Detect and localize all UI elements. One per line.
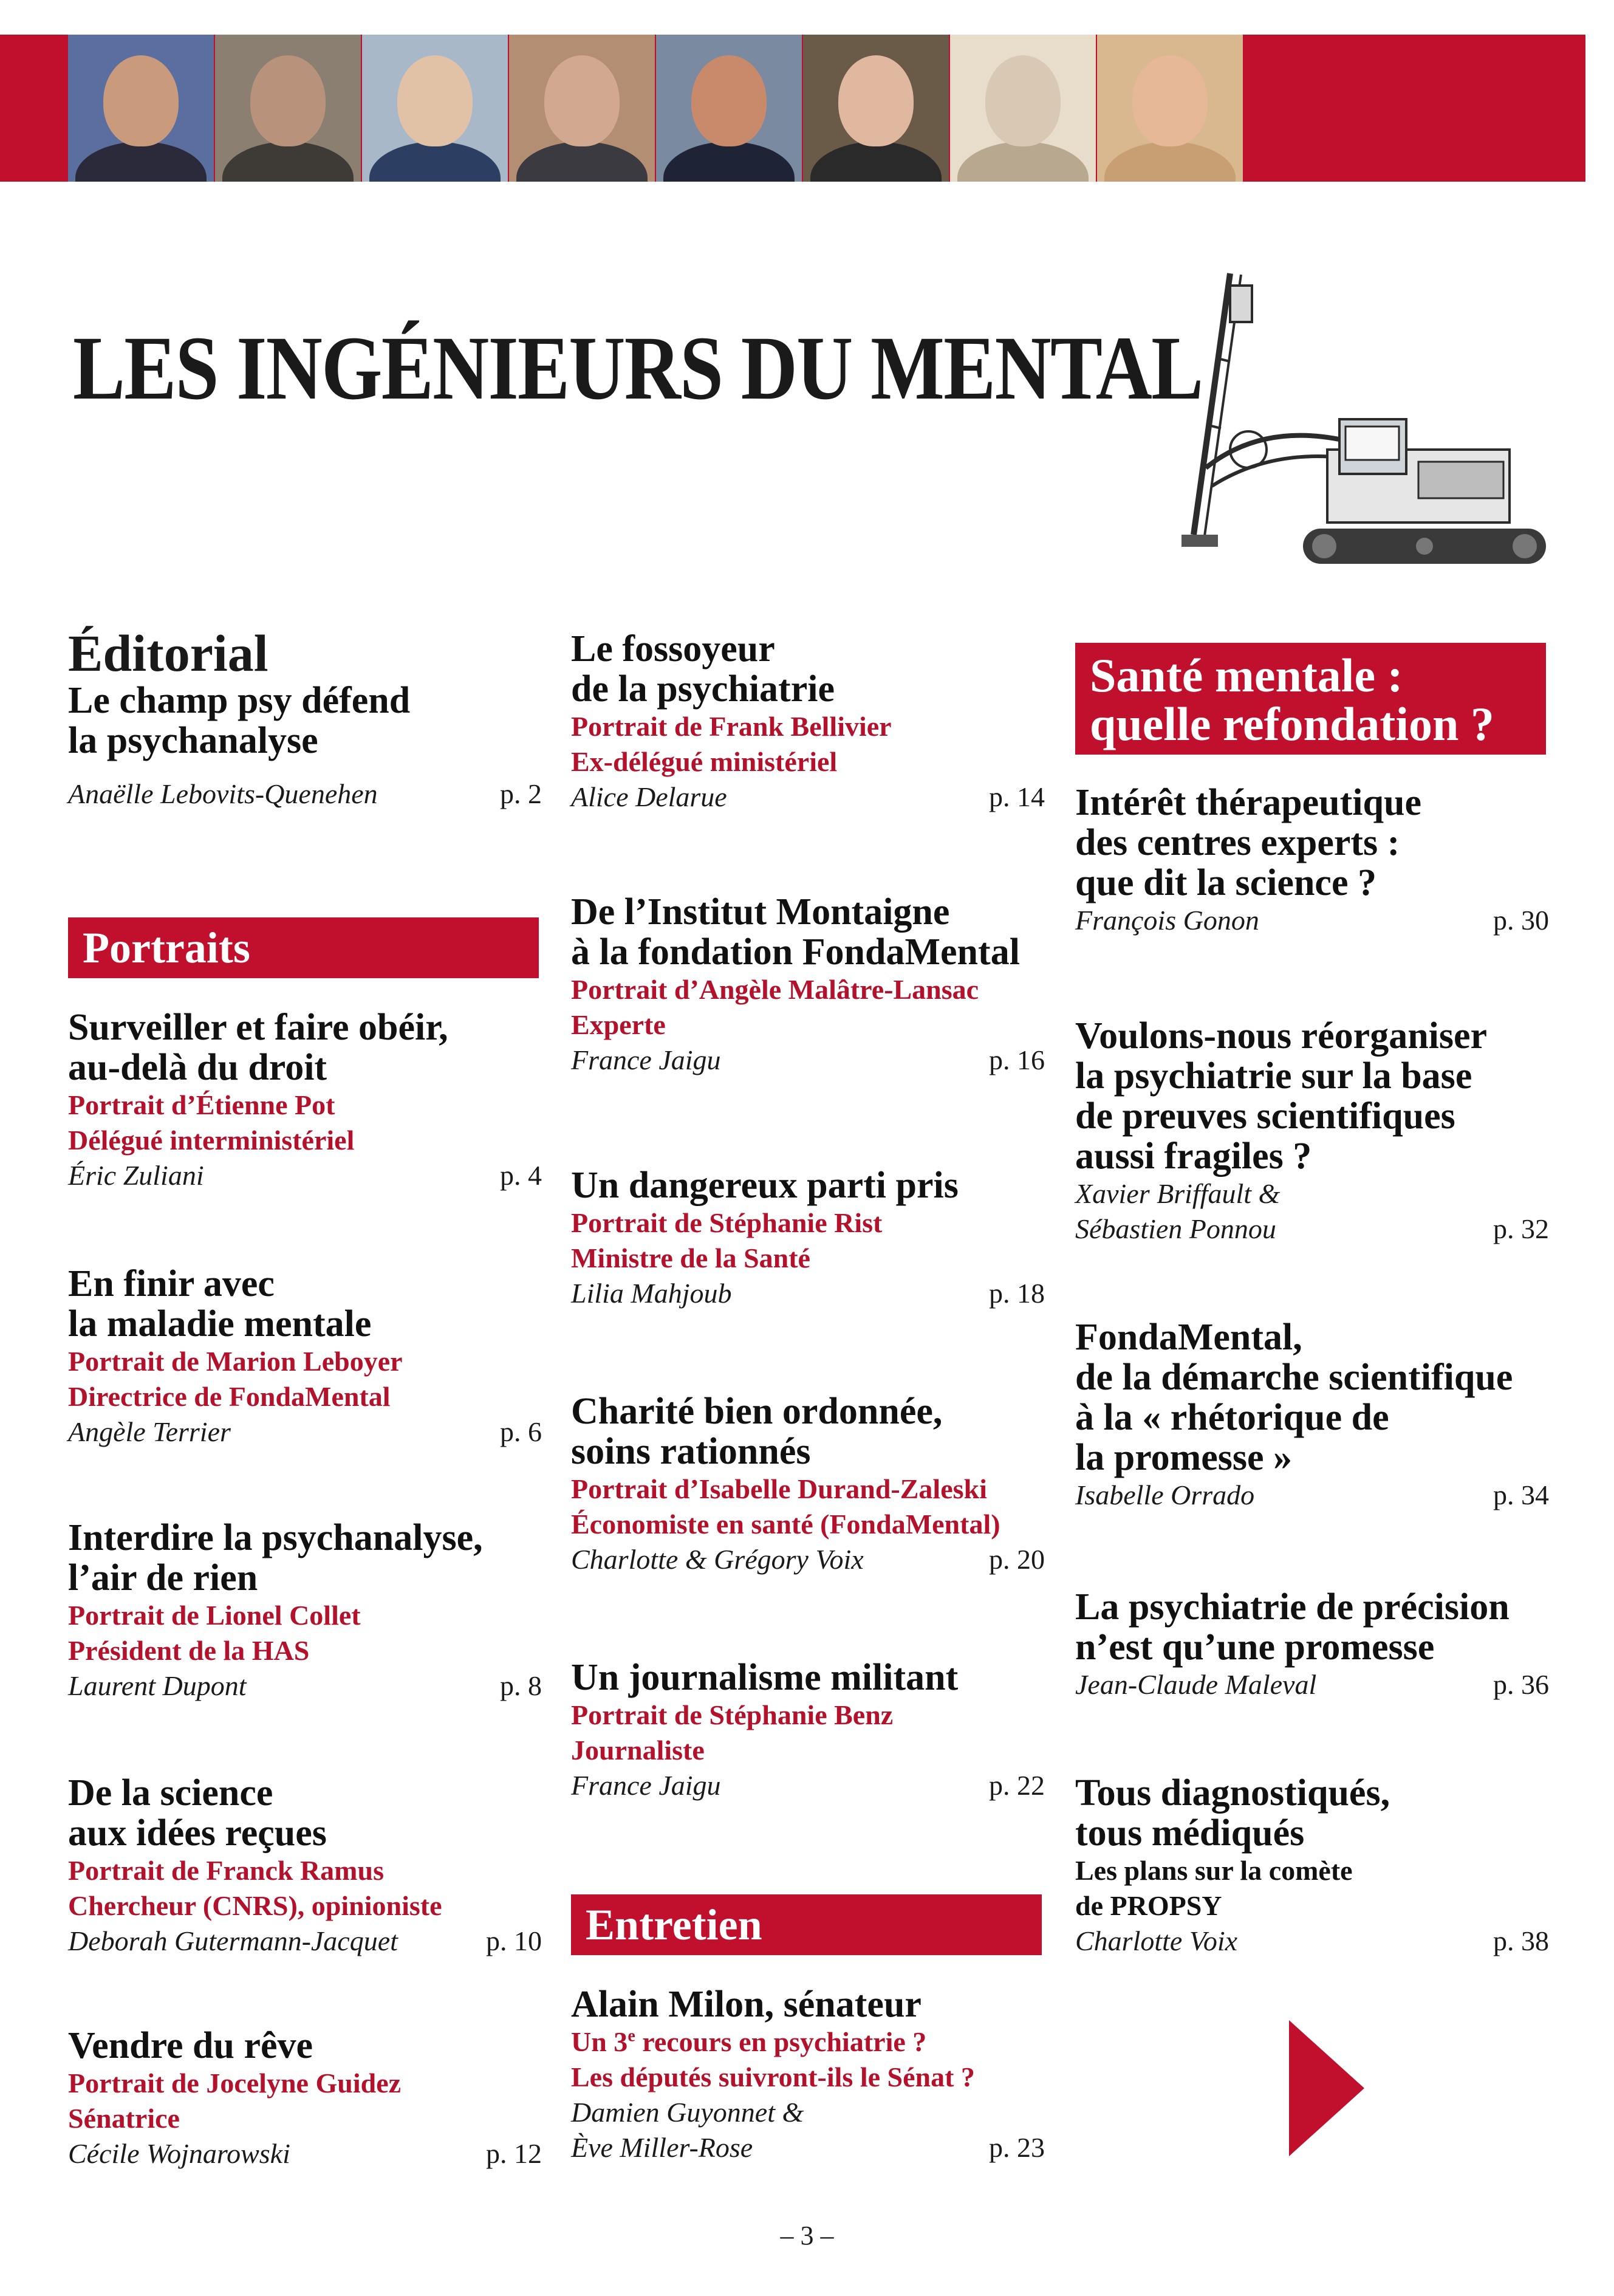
entry-title: la psychanalyse xyxy=(68,720,318,761)
entry-title: des centres experts : xyxy=(1075,822,1400,863)
entry-title: la promesse » xyxy=(1075,1437,1293,1478)
toc-entry[interactable] xyxy=(1075,783,1549,938)
toc-entry[interactable] xyxy=(68,1007,542,1193)
section-sante-mentale xyxy=(1075,643,1546,755)
section-entretien: Entretien xyxy=(571,1894,1042,1955)
entry-meta xyxy=(1075,903,1549,938)
toc-entry[interactable] xyxy=(571,1657,1045,1803)
entry-title: n’est qu’une promesse xyxy=(1075,1626,1435,1668)
section-label: quelle refondation ? xyxy=(1090,697,1494,750)
entry-page: p. 8 xyxy=(500,1670,542,1701)
entry-meta xyxy=(571,1768,1045,1803)
entry-title: Charité bien ordonnée, xyxy=(571,1391,943,1432)
toc-entry[interactable] xyxy=(68,2026,542,2171)
entry-author: Angèle Terrier xyxy=(68,1416,231,1447)
entry-subtitle: Portrait de Stéphanie Rist xyxy=(571,1207,883,1238)
entry-title: l’air de rien xyxy=(68,1557,258,1599)
entry-meta xyxy=(1075,1176,1549,1211)
next-page-arrow-icon[interactable] xyxy=(1289,2020,1364,2156)
entry-title: aux idées reçues xyxy=(68,1812,327,1854)
entry-page: p. 18 xyxy=(989,1278,1045,1309)
toc-entry[interactable] xyxy=(68,1264,542,1450)
entry-title: aussi fragiles ? xyxy=(1075,1136,1312,1177)
entry-subtitle: Portrait d’Étienne Pot xyxy=(68,1089,335,1120)
entry-subtitle: Les députés suivront-ils le Sénat ? xyxy=(571,2061,975,2092)
portrait-shoulders xyxy=(369,142,501,182)
entry-title: FondaMental, xyxy=(1075,1317,1302,1358)
entry-title: de la démarche scientifique xyxy=(1075,1357,1513,1398)
portrait-shoulders xyxy=(663,142,795,182)
entry-author: Anaëlle Lebovits-Quenehen xyxy=(68,778,378,809)
entry-meta xyxy=(571,2095,1045,2130)
portrait-shoulders xyxy=(75,142,207,182)
entry-subtitle: Portrait de Stéphanie Benz xyxy=(571,1699,894,1730)
entry-title: De la science xyxy=(68,1772,273,1814)
portrait-8 xyxy=(1097,35,1243,182)
superscript: e xyxy=(627,2026,635,2046)
toc-entry[interactable] xyxy=(571,629,1045,815)
interview-entry[interactable] xyxy=(571,1984,1045,2165)
entry-meta xyxy=(68,2136,542,2171)
entry-title: la maladie mentale xyxy=(68,1303,372,1345)
section-label: Santé mentale : xyxy=(1090,649,1403,702)
entry-subtitle: Portrait de Jocelyne Guidez xyxy=(68,2068,402,2099)
portrait-5 xyxy=(656,35,802,182)
portrait-face xyxy=(838,55,914,146)
entry-meta xyxy=(1075,1924,1549,1959)
entry-meta xyxy=(571,780,1045,815)
entry-author: Jean-Claude Maleval xyxy=(1075,1669,1317,1700)
entry-title: Vendre du rêve xyxy=(68,2025,313,2066)
entry-meta xyxy=(68,1414,542,1450)
portrait-strip xyxy=(68,35,1244,182)
toc-entry[interactable] xyxy=(571,1165,1045,1311)
entry-title: soins rationnés xyxy=(571,1431,811,1472)
section-portraits: Portraits xyxy=(68,917,539,978)
entry-meta xyxy=(571,2130,1045,2165)
entry-page: p. 36 xyxy=(1493,1669,1549,1700)
entry-subtitle: Chercheur (CNRS), opinioniste xyxy=(68,1890,442,1921)
entry-meta xyxy=(1075,1211,1549,1247)
entry-author: Sébastien Ponnou xyxy=(1075,1213,1276,1244)
entry-title: Un journalisme militant xyxy=(571,1657,959,1698)
portrait-shoulders xyxy=(222,142,354,182)
toc-entry[interactable] xyxy=(1075,1773,1549,1959)
entry-meta xyxy=(68,1158,542,1193)
entry-subtitle: de PROPSY xyxy=(1075,1890,1222,1921)
entry-subtitle: Ministre de la Santé xyxy=(571,1242,810,1273)
entry-title: de la psychiatrie xyxy=(571,668,835,710)
portrait-face xyxy=(985,55,1061,146)
entry-meta xyxy=(68,1668,542,1704)
entry-meta xyxy=(571,1542,1045,1577)
entry-page: p. 16 xyxy=(989,1044,1045,1075)
entry-author: Isabelle Orrado xyxy=(1075,1479,1255,1510)
entry-subtitle: Directrice de FondaMental xyxy=(68,1381,391,1412)
entry-title: de preuves scientifiques xyxy=(1075,1095,1455,1137)
entry-title: La psychiatrie de précision xyxy=(1075,1586,1510,1628)
entry-author: François Gonon xyxy=(1075,905,1259,936)
entry-subtitle: Portrait d’Isabelle Durand-Zaleski xyxy=(571,1473,987,1504)
entry-title: Intérêt thérapeutique xyxy=(1075,782,1421,823)
entry-subtitle xyxy=(571,2024,1045,2060)
entry-title: au-delà du droit xyxy=(68,1047,327,1088)
subtitle-part: recours en psychiatrie ? xyxy=(635,2026,927,2057)
portrait-shoulders xyxy=(1104,142,1236,182)
toc-entry[interactable] xyxy=(68,1518,542,1704)
entry-author: Charlotte Voix xyxy=(1075,1925,1238,1956)
entry-title: Un dangereux parti pris xyxy=(571,1165,959,1206)
entry-title: En finir avec xyxy=(68,1263,275,1304)
portrait-face xyxy=(397,55,473,146)
entry-page: p. 20 xyxy=(989,1544,1045,1575)
portrait-face xyxy=(1132,55,1208,146)
entry-page: p. 6 xyxy=(500,1416,542,1447)
toc-entry[interactable] xyxy=(1075,1317,1549,1513)
entry-subtitle: Sénatrice xyxy=(68,2103,180,2134)
entry-title: Le champ psy défend xyxy=(68,680,411,721)
entry-meta xyxy=(1075,1667,1549,1702)
entry-title: Alain Milon, sénateur xyxy=(571,1984,922,2025)
entry-title: Voulons-nous réorganiser xyxy=(1075,1015,1488,1057)
entry-page: p. 34 xyxy=(1493,1479,1549,1510)
entry-author: France Jaigu xyxy=(571,1770,721,1801)
portrait-4 xyxy=(509,35,655,182)
entry-author: Laurent Dupont xyxy=(68,1670,247,1701)
portrait-6 xyxy=(803,35,949,182)
toc-entry[interactable] xyxy=(68,1773,542,1959)
entry-page: p. 23 xyxy=(989,2132,1045,2163)
entry-author: Deborah Gutermann-Jacquet xyxy=(68,1925,398,1956)
entry-subtitle: Portrait de Frank Bellivier xyxy=(571,711,892,742)
portrait-face xyxy=(250,55,326,146)
entry-page: p. 2 xyxy=(500,778,542,809)
entry-title: tous médiqués xyxy=(1075,1812,1305,1854)
toc-entry[interactable] xyxy=(1075,1587,1549,1702)
entry-page: p. 30 xyxy=(1493,905,1549,936)
entry-page: p. 32 xyxy=(1493,1213,1549,1244)
entry-author: Charlotte & Grégory Voix xyxy=(571,1544,864,1575)
entry-meta xyxy=(571,1276,1045,1311)
entry-author: France Jaigu xyxy=(571,1044,721,1075)
toc-entry[interactable] xyxy=(1075,1016,1549,1247)
portrait-face xyxy=(103,55,179,146)
entry-title: Interdire la psychanalyse, xyxy=(68,1517,483,1558)
entry-subtitle: Portrait de Marion Leboyer xyxy=(68,1346,403,1377)
toc-entry[interactable] xyxy=(571,892,1045,1078)
entry-page: p. 38 xyxy=(1493,1925,1549,1956)
entry-page: p. 22 xyxy=(989,1770,1045,1801)
entry-meta xyxy=(571,1043,1045,1078)
portrait-face xyxy=(691,55,767,146)
entry-meta xyxy=(1075,1478,1549,1513)
editorial-entry[interactable] xyxy=(68,626,542,812)
entry-title: Surveiller et faire obéir, xyxy=(68,1007,448,1048)
entry-meta xyxy=(68,776,542,812)
entry-subtitle: Portrait d’Angèle Malâtre-Lansac xyxy=(571,974,979,1005)
editorial-heading: Éditorial xyxy=(68,624,268,682)
subtitle-part: Un 3 xyxy=(571,2026,628,2057)
entry-author: Xavier Briffault & xyxy=(1075,1178,1281,1209)
entry-author: Alice Delarue xyxy=(571,781,727,812)
entry-author: Éric Zuliani xyxy=(68,1160,204,1191)
entry-subtitle: Président de la HAS xyxy=(68,1635,310,1666)
entry-subtitle: Journaliste xyxy=(571,1735,705,1766)
entry-title: la psychiatrie sur la base xyxy=(1075,1055,1472,1097)
portrait-7 xyxy=(950,35,1096,182)
entry-subtitle: Ex-délégué ministériel xyxy=(571,746,838,777)
portrait-shoulders xyxy=(957,142,1089,182)
entry-title: De l’Institut Montaigne xyxy=(571,891,950,933)
entry-meta xyxy=(68,1924,542,1959)
entry-page: p. 12 xyxy=(486,2138,542,2169)
portrait-face xyxy=(544,55,620,146)
portrait-1 xyxy=(68,35,214,182)
toc-entry[interactable] xyxy=(571,1391,1045,1577)
entry-author: Ève Miller-Rose xyxy=(571,2132,753,2163)
entry-page: p. 14 xyxy=(989,781,1045,812)
entry-title: à la « rhétorique de xyxy=(1075,1397,1389,1438)
entry-subtitle: Économiste en santé (FondaMental) xyxy=(571,1509,1000,1540)
entry-subtitle: Experte xyxy=(571,1009,666,1040)
entry-page: p. 4 xyxy=(500,1160,542,1191)
entry-author: Damien Guyonnet & xyxy=(571,2097,804,2128)
entry-subtitle: Délégué interministériel xyxy=(68,1125,355,1156)
entry-subtitle: Portrait de Lionel Collet xyxy=(68,1600,361,1631)
entry-title: à la fondation FondaMental xyxy=(571,931,1020,973)
entry-title: Le fossoyeur xyxy=(571,628,775,670)
page-title: LES INGÉNIEURS DU MENTAL xyxy=(73,318,1203,419)
entry-author: Cécile Wojnarowski xyxy=(68,2138,290,2169)
portrait-3 xyxy=(362,35,508,182)
entry-subtitle: Les plans sur la comète xyxy=(1075,1855,1353,1886)
entry-title: Tous diagnostiqués, xyxy=(1075,1772,1390,1814)
entry-page: p. 10 xyxy=(486,1925,542,1956)
portrait-shoulders xyxy=(516,142,648,182)
entry-author: Lilia Mahjoub xyxy=(571,1278,732,1309)
entry-subtitle: Portrait de Franck Ramus xyxy=(68,1855,384,1886)
drilling-rig-illustration xyxy=(1157,267,1558,583)
portrait-shoulders xyxy=(810,142,942,182)
page-number: – 3 – xyxy=(780,2221,834,2250)
portrait-2 xyxy=(215,35,361,182)
entry-title: que dit la science ? xyxy=(1075,862,1376,903)
